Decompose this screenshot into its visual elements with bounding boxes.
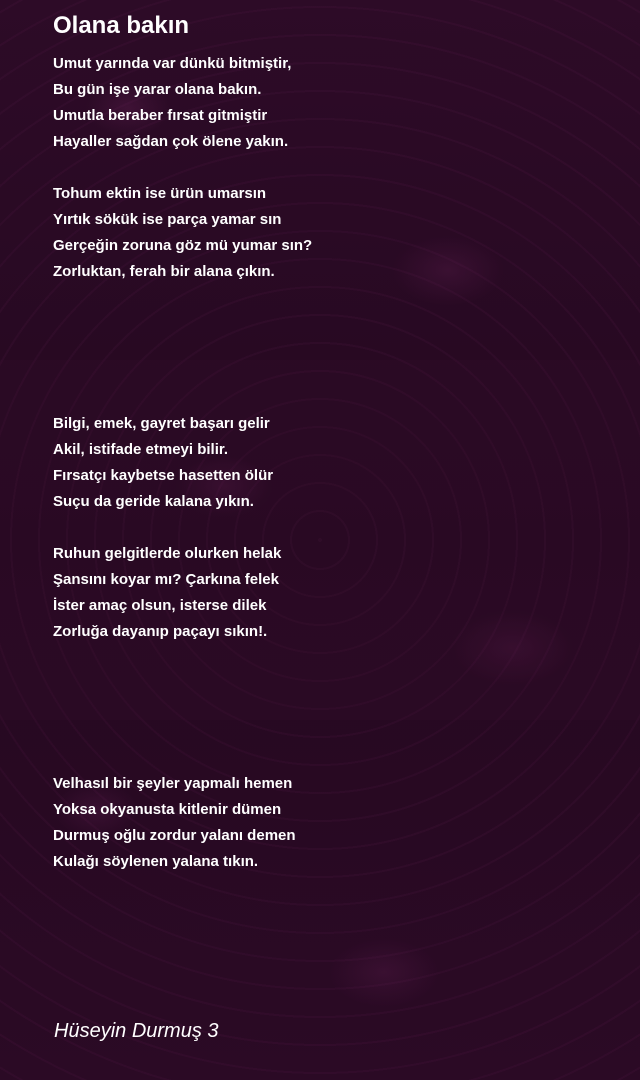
poem-line: Zorluktan, ferah bir alana çıkın. [53, 263, 275, 280]
poem-line: Hayaller sağdan çok ölene yakın. [53, 133, 289, 150]
poem-line: Kulağı söylenen yalana tıkın. [53, 853, 259, 870]
poem-line: Durmuş oğlu zordur yalanı demen [53, 827, 296, 844]
poem-line: Bu gün işe yarar olana bakın. [53, 81, 262, 98]
poem-line: Şansını koyar mı? Çarkına felek [53, 571, 279, 588]
poem-title: Olana bakın [53, 12, 190, 39]
poem-line: Yoksa okyanusta kitlenir dümen [53, 801, 282, 818]
poem-line: Velhasıl bir şeyler yapmalı hemen [53, 775, 293, 792]
stanza-1 [53, 51, 291, 155]
poem-line: Bilgi, emek, gayret başarı gelir [53, 415, 270, 432]
poem-line: İster amaç olsun, isterse dilek [53, 597, 267, 614]
poem-line: Yırtık sökük ise parça yamar sın [53, 211, 282, 228]
poem-author: Hüseyin Durmuş 3 [54, 1020, 219, 1042]
poem-line: Zorluğa dayanıp paçayı sıkın!. [53, 623, 268, 640]
stanza-2 [53, 181, 312, 285]
poem-line: Umut yarında var dünkü bitmiştir, [53, 55, 292, 72]
poem-line: Fırsatçı kaybetse hasetten ölür [53, 467, 274, 484]
stanza-4 [53, 541, 281, 645]
poem-line: Tohum ektin ise ürün umarsın [53, 185, 267, 202]
poem-line: Suçu da geride kalana yıkın. [53, 493, 254, 510]
stanza-3 [53, 411, 273, 515]
poem-line: Umutla beraber fırsat gitmiştir [53, 107, 268, 124]
poem-line: Ruhun gelgitlerde olurken helak [53, 545, 282, 562]
poem-line: Gerçeğin zoruna göz mü yumar sın? [53, 237, 313, 254]
stanza-5 [53, 771, 296, 875]
poem-line: Akil, istifade etmeyi bilir. [53, 441, 229, 458]
